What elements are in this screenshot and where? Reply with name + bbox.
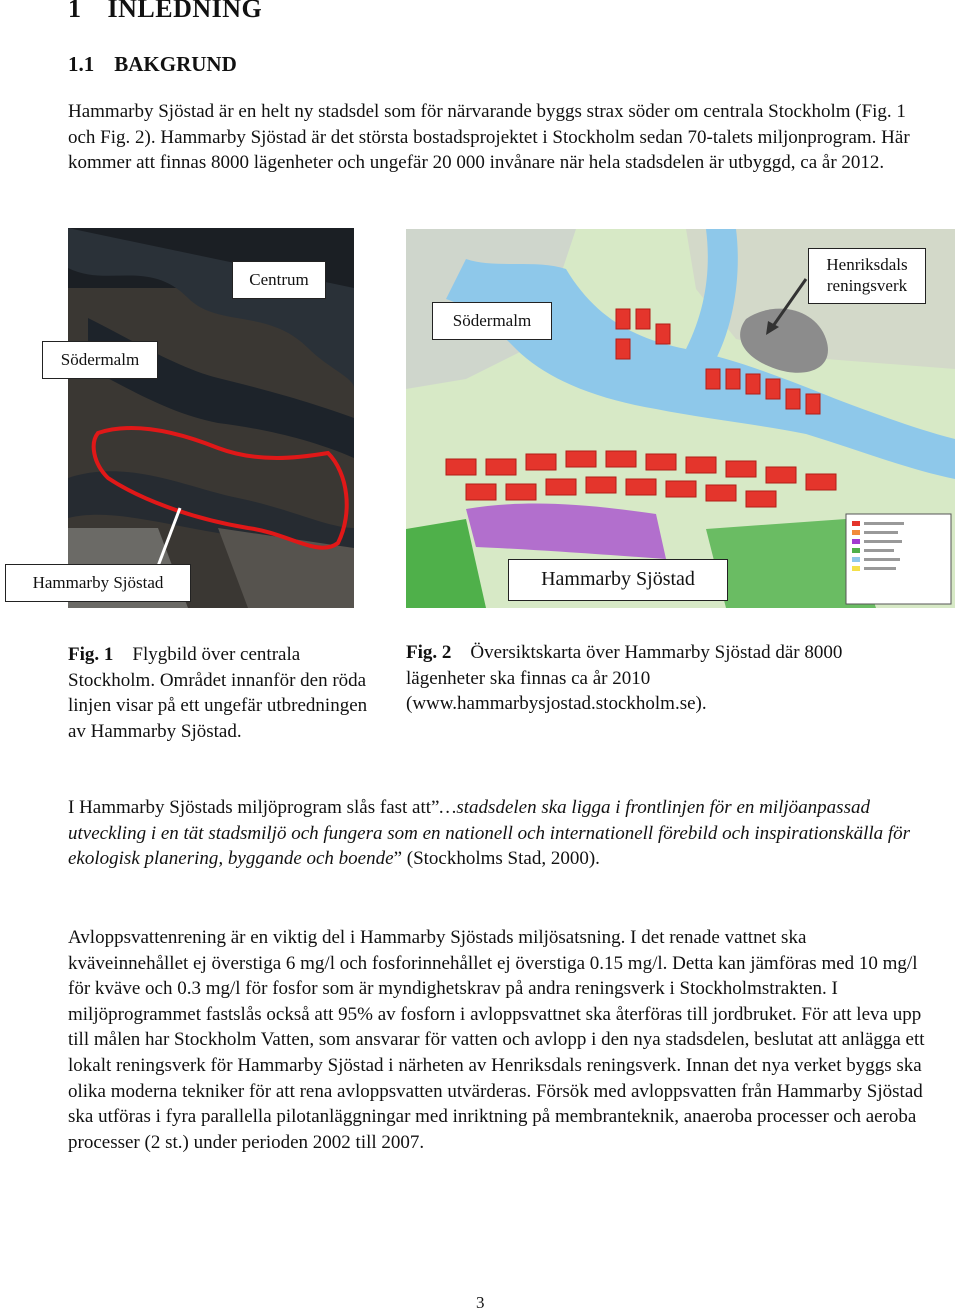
figure1-caption (68, 642, 388, 744)
figure1-caption-text: Flygbild över centrala Stockholm. Området innanför den röda linjen visar på ett ungefär utbredningen av Hammarby Sjöstad. (68, 644, 368, 742)
figure2-caption-text: Översiktskarta över Hammarby Sjöstad där 8000 lägenheter ska finnas ca år 2010 (www.hammarbysjostad.stockholm.se). (406, 642, 843, 715)
label-henriksdal-line1: Henriksdals (826, 255, 908, 274)
quote-intro: I Hammarby Sjöstads miljöprogram slås fast att” (68, 797, 440, 818)
wastewater-paragraph: Avloppsvattenrening är en viktig del i Hammarby Sjöstads miljösatsning. I det renade vattnet ska kväveinnehållet ej överstiga 6 mg/l och fosforinnehållet ej överstiga 0.15 mg/l. Detta kan jämföras med 10 mg/l för kväve och 0.3 mg/l för fosfor som är myndighetskrav på andra reningsverk i Stockholmstrakten. I miljöprogrammet fastslås också att 95% av fosforn i avloppsvattnet ska återföras till jordbruket. För att leva upp till målen har Stockholm Vatten, som ansvarar för vatten och avlopp i den nya stadsdelen, beslutat att anlägga ett lokalt reningsverk för Hammarby Sjöstad i närheten av Henriksdals reningsverk. Innan det nya verket byggs ska olika moderna tekniker för att rena avloppsvatten utvärderas. Försök med avloppsvatten från Hammarby Sjöstad ska utföras i fyra parallella pilotanläggningar med inriktning på membranteknik, anaeroba processer och aeroba processer (2 st.) under perioden 2002 till 2007. (68, 927, 925, 1153)
environment-program-paragraph (68, 795, 928, 872)
figure2-caption (406, 640, 926, 717)
section-title: BAKGRUND (114, 52, 237, 76)
intro-paragraph: Hammarby Sjöstad är en helt ny stadsdel som för närvarande byggs strax söder om centrala Stockholm (Fig. 1 och Fig. 2). Hammarby Sjöstad är det största bostadsprojektet i Stockholm sedan 70-talets miljonprogram. Här kommer att finnas 8000 lägenheter och ungefär 20 000 invånare när hela stadsdelen är utbyggd, ca år 2012. (68, 101, 910, 174)
page-number: 3 (476, 1293, 485, 1312)
figure2-caption-label: Fig. 2 (406, 642, 452, 663)
label-sodermalm-fig2: Södermalm (432, 302, 552, 340)
section-number: 1.1 (68, 52, 95, 76)
label-centrum: Centrum (232, 261, 326, 299)
quote-source: ” (Stockholms Stad, 2000). (393, 848, 600, 870)
label-hammarby-fig2: Hammarby Sjöstad (508, 559, 728, 601)
label-hammarby-fig1: Hammarby Sjöstad (5, 564, 191, 602)
section-heading (68, 52, 237, 77)
chapter-title: INLEDNING (107, 0, 263, 23)
label-henriksdal (808, 248, 926, 304)
chapter-heading (68, 0, 262, 24)
figure1-caption-label: Fig. 1 (68, 644, 114, 665)
quote-text: …stadsdelen ska ligga i frontlinjen för en miljöanpassad utveckling i en tät stadsmiljö och fungera som en nationell och internationell förebild och inspirationskälla för ekologisk planering, byggande och boende (68, 797, 911, 870)
label-sodermalm-fig1: Södermalm (42, 341, 158, 379)
chapter-number: 1 (68, 0, 82, 23)
label-henriksdal-line2: reningsverk (826, 276, 908, 295)
